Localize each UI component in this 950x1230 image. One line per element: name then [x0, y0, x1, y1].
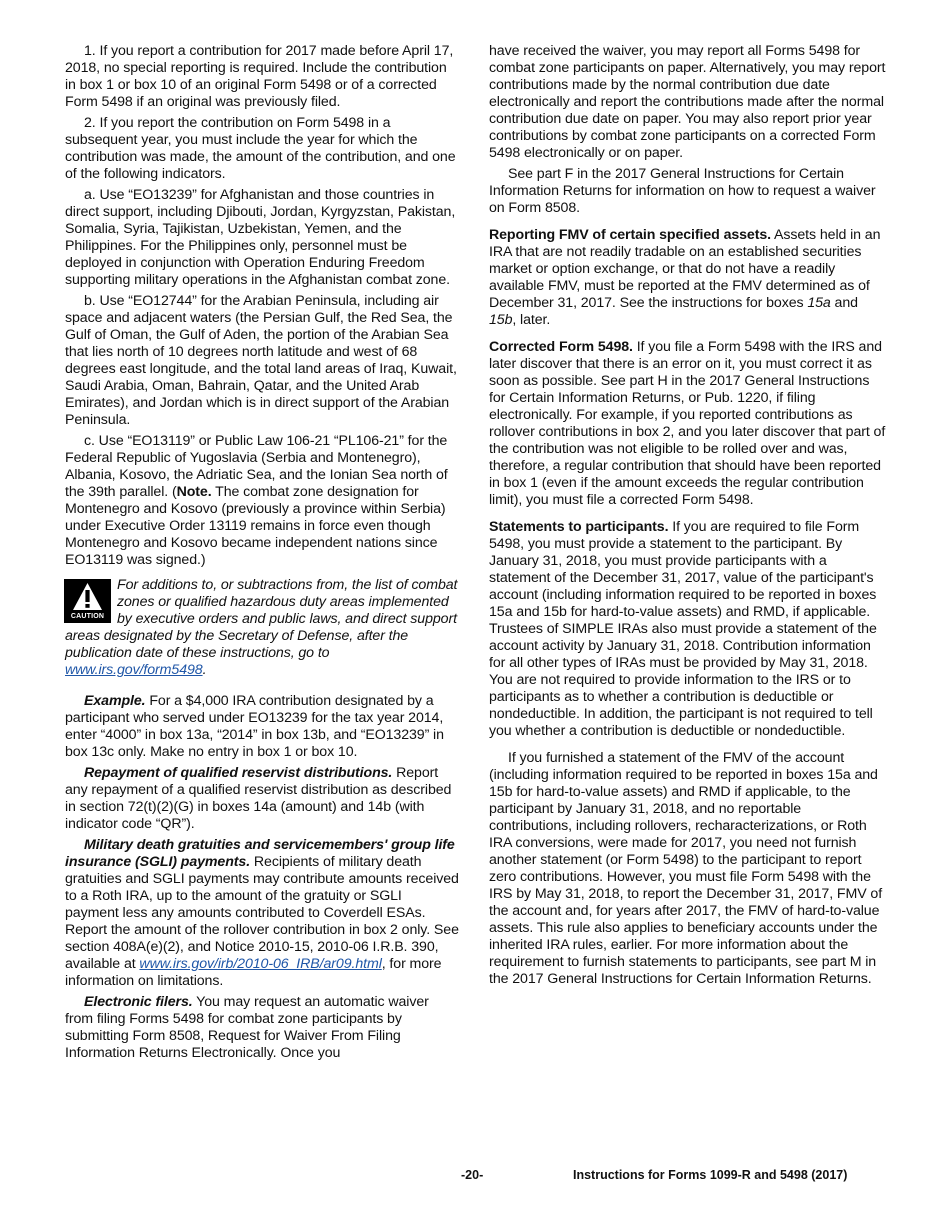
fmv-heading: Reporting FMV of certain specified assets.: [489, 227, 771, 243]
footer-title: Instructions for Forms 1099-R and 5498 (2017): [573, 1168, 848, 1182]
electronic-filers-paragraph: [65, 994, 459, 1062]
caution-end: .: [202, 662, 207, 678]
paragraph-indicator-c: [65, 433, 459, 569]
fmv-and: and: [830, 295, 858, 311]
warning-triangle-icon: [72, 582, 103, 612]
furnished-statement-paragraph: If you furnished a statement of the FMV of the account (including information required to be reported in boxes 15a and 15b for hard-to-value assets) and RMD if applicable, to the participant by January 31, 2018, and no reportable contributions, including rollovers, recharacterizations, or Roth IRA conversions, were made for 2017, you need not furnish another statement (or Form 5498) to the participant to report zero contributions. However, you must file Form 5498 with the IRS by May 31, 2018, to report the December 31, 2017, FMV of the account and, for years after 2017, the FMV of hard-to-value assets. This rule also applies to beneficiary accounts under the inherited IRA rules, earlier. For more information about the requirement to furnish statements to participants, see part M in the 2017 General Instructions for Certain Information Returns.: [489, 750, 883, 987]
example-text: For a $4,000 IRA contribution designated by a participant who served under EO13239 for the tax year 2014, enter “4000” in box 13a, “2014” in box 13b, and “EO13239” in box 13c only. Make no entry in box 1 or box 10.: [65, 693, 444, 760]
corrected-form-paragraph: [489, 339, 887, 509]
repayment-paragraph: [65, 765, 459, 833]
electronic-filers-heading: Electronic filers.: [84, 994, 193, 1010]
example-heading: Example.: [84, 693, 146, 709]
statements-text: If you are required to file Form 5498, you must provide a statement to the participant. By January 31, 2018, you must provide participants with a statement of the December 31, 2017, value of the participant's account (including information required to be reported in boxes 15a and 15b for hard-to-value assets) and RMD, if applicable. Trustees of SIMPLE IRAs also must provide a statement of the account activity by January 31, 2018. Contribution information for all other types of IRAs must be provided by May 31, 2018. You are not required to provide information to the IRS or to participants as to whether a contribution is deductible or nondeductible. In addition, the participant is not required to tell you whether a contribution is deductible or nondeductible.: [489, 519, 877, 739]
fmv-end: , later.: [512, 312, 551, 328]
caution-icon: [64, 579, 111, 623]
fmv-text: Assets held in an IRA that are not readily tradable on an established securities market or option exchange, or that do not have a readily available FMV, must be reported at the FMV determined as of December 31, 2017. See the instructions for boxes: [489, 227, 881, 311]
statements-heading: Statements to participants.: [489, 519, 669, 535]
military-text: Recipients of military death gratuities and SGLI payments may contribute amounts received to a Roth IRA, up to the amount of the gratuity or SGLI payment less any amounts contributed to Coverdell ESAs. Report the amount of the rollover contribution in box 2 only. See section 408A(e)(2), and Notice 2010-15, 2010-06 I.R.B. 390, available at: [65, 854, 459, 972]
paragraph-2: 2. If you report the contribution on Form 5498 in a subsequent year, you must include the year for which the contribution was made, the amount of the contribution, and one of the following indicators.: [65, 115, 456, 182]
military-paragraph: [65, 837, 459, 990]
irb-link[interactable]: www.irs.gov/irb/2010-06_IRB/ar09.html: [139, 956, 382, 972]
indicator-c-text: c. Use “EO13119” or Public Law 106-21 “PL106-21” for the Federal Republic of Yugoslavia (Serbia and Montenegro), Albania, Kosovo, the Adriatic Sea, and the Ionian Sea north of the 39th parallel. (: [65, 433, 448, 500]
fmv-box-15a: 15a: [807, 295, 831, 311]
fmv-box-15b: 15b: [489, 312, 513, 328]
left-column: [65, 43, 459, 1066]
corrected-form-text: If you file a Form 5498 with the IRS and later discover that there is an error on it, you must correct it as soon as possible. See part H in the 2017 General Instructions for Certain Information Returns, or Pub. 1220, if filing electronically. For example, if you reported contributions as rollover contributions in box 2, and you later discover that part of the contribution was not eligible to be rolled over and was, therefore, a regular contribution that should have been reported in box 1 (even if the amount exceeds the regular contribution limit), you must file a corrected Form 5498.: [489, 339, 886, 508]
repayment-heading: Repayment of qualified reservist distributions.: [84, 765, 393, 781]
statements-paragraph: [489, 519, 887, 740]
paragraph-1: 1. If you report a contribution for 2017 made before April 17, 2018, no special reporting is required. Include the contribution in box 1 or box 10 of an original Form 5498 or of a corrected Form 5498 if an original was previously filed.: [65, 43, 454, 110]
right-column: [489, 43, 887, 992]
see-part-f-paragraph: See part F in the 2017 General Instructions for Certain Information Returns for information on how to request a waiver on Form 8508.: [489, 166, 876, 216]
corrected-form-heading: Corrected Form 5498.: [489, 339, 633, 355]
paragraph-indicator-b: b. Use “EO12744” for the Arabian Peninsula, including air space and adjacent waters (the Persian Gulf, the Red Sea, the Gulf of Oman, the Gulf of Aden, the portion of the Arabian Sea that lies north of 10 degrees north latitude and west of 68 degrees east longitude, and the total land areas of Iraq, Kuwait, Saudi Arabia, Oman, Bahrain, Qatar, and the United Arab Emirates), and Jordan which is in direct support of the Arabian Peninsula.: [65, 293, 457, 428]
form5498-link[interactable]: www.irs.gov/form5498: [65, 662, 203, 678]
caution-label: CAUTION: [70, 613, 105, 620]
military-end: , for more information on limitations.: [65, 956, 442, 989]
caution-box: [65, 577, 459, 679]
military-heading: Military death gratuities and servicemembers' group life insurance (SGLI) payments.: [65, 837, 455, 870]
note-label: Note.: [176, 484, 212, 500]
repayment-text: Report any repayment of a qualified reservist distribution as described in section 72(t)(2)(G) in boxes 14a (amount) and 14b (with indicator code “QR”).: [65, 765, 452, 832]
paragraph-indicator-a: a. Use “EO13239” for Afghanistan and those countries in direct support, including Djibouti, Jordan, Kyrgyzstan, Pakistan, Somalia, Syria, Tajikistan, Uzbekistan, Yemen, and the Philippines. For the Philippines only, personnel must be deployed in conjunction with Operation Enduring Freedom supporting military operations in the Afghanistan combat zone.: [65, 187, 456, 288]
caution-text: For additions to, or subtractions from, the list of combat zones or qualified hazardous duty areas implemented by executive orders and public laws, and direct support areas designated by the Secretary of Defense, after the publication date of these instructions, go to: [65, 577, 458, 661]
fmv-paragraph: [489, 227, 887, 329]
indicator-c-note-text: The combat zone designation for Montenegro and Kosovo (previously a province within Serbia) under Executive Order 13119 remains in force even though Montenegro and Kosovo became independent nations since EO13119 was signed.): [65, 484, 446, 568]
waiver-paragraph: have received the waiver, you may report all Forms 5498 for combat zone participants on paper. Alternatively, you may report contributions made by the normal contribution due date electronically and report the contributions made after the normal contribution due date on paper. You may also report prior year contributions by combat zone participants on a corrected Form 5498 electronically or on paper.: [489, 43, 886, 161]
page-number: -20-: [461, 1168, 484, 1182]
example-paragraph: [65, 693, 459, 761]
electronic-filers-text: You may request an automatic waiver from filing Forms 5498 for combat zone participants by submitting Form 8508, Request for Waiver From Filing Information Returns Electronically. Once you: [65, 994, 429, 1061]
